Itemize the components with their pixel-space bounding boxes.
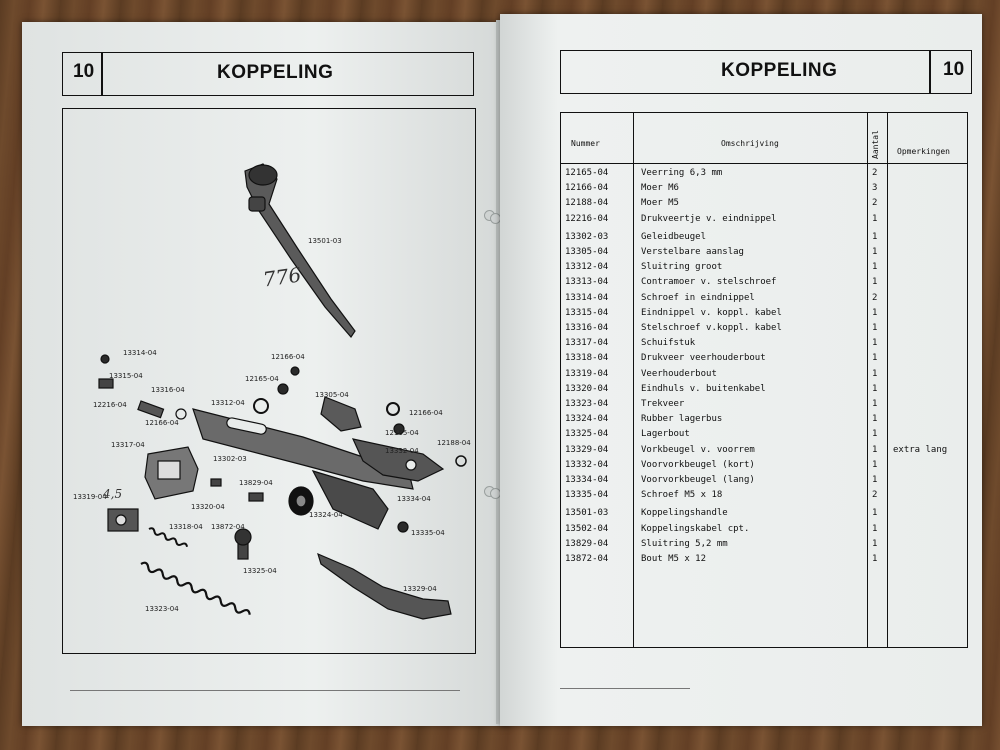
table-row [561,276,967,291]
diagram-label: 13314-04 [123,349,157,357]
part-number: 12216-04 [565,213,609,224]
diagram-label: 13320-04 [191,503,225,511]
part-quantity: 1 [872,338,878,349]
right-page-title: KOPPELING [721,60,838,81]
diagram-label: 13319-04 [73,493,107,501]
part-description: Koppelingskabel cpt. [641,523,750,534]
part-number: 13334-04 [565,475,609,485]
table-row [561,337,967,352]
diagram-label: 13325-04 [243,567,277,575]
table-row [561,246,967,261]
part-quantity: 1 [872,247,878,257]
part-description: Schroef M5 x 18 [641,490,723,501]
part-number: 13332-04 [565,459,609,470]
diagram-label: 13335-04 [411,529,445,537]
part-description: Geleidbeugel [641,231,707,242]
part-quantity: 3 [872,183,878,194]
diagram-label: 13315-04 [109,372,143,380]
table-row [561,444,967,459]
diagram-label: 13317-04 [111,441,145,449]
part-description: Moer M5 [641,198,679,209]
diagram-label: 13312-04 [211,399,245,407]
part-number: 13313-04 [565,277,609,288]
part-description: Voorvorkbeugel (lang) [641,475,755,485]
part-quantity: 2 [872,198,878,209]
part-quantity: 1 [872,383,878,394]
part-quantity: 1 [872,213,878,224]
table-row [561,489,967,504]
header-underline [561,163,967,164]
part-description: Sluitring 5,2 mm [641,538,728,549]
diagram-label: 12166-04 [271,353,305,361]
part-number: 13314-04 [565,292,609,303]
part-description: Stelschroef v.koppl. kabel [641,323,782,333]
part-number: 13319-04 [565,368,609,379]
diagram-label: 12188-04 [437,439,471,447]
table-row [561,368,967,383]
part-quantity: 2 [872,292,878,303]
part-number: 13325-04 [565,429,609,440]
part-quantity: 1 [872,523,878,534]
part-quantity: 1 [872,508,878,519]
part-number: 13329-04 [565,444,609,455]
table-row [561,383,967,398]
table-row [561,307,967,322]
part-number: 13323-04 [565,399,609,409]
right-page-number: 10 [943,59,965,80]
header-divider [929,51,931,93]
table-row [561,231,967,246]
diagram-label: 13501-03 [308,237,342,245]
diagram-label: 12216-04 [93,401,127,409]
part-quantity: 1 [872,459,878,470]
part-description: Rubber lagerbus [641,414,723,425]
part-quantity: 1 [872,399,878,409]
diagram-label: 13324-04 [309,511,343,519]
part-number: 13302-03 [565,231,609,242]
part-description: Drukveertje v. eindnippel [641,213,777,224]
diagram-label: 12166-04 [145,419,179,427]
part-description: Lagerbout [641,429,690,440]
diagram-label: 13334-04 [397,495,431,503]
diagram-label: 12165-04 [385,429,419,437]
part-number: 13502-04 [565,523,609,534]
table-row [561,553,967,568]
table-row [561,459,967,474]
part-quantity: 2 [872,490,878,501]
part-description: Eindhuls v. buitenkabel [641,383,766,394]
part-number: 12188-04 [565,198,609,209]
part-number: 13501-03 [565,508,609,519]
part-quantity: 1 [872,262,878,273]
table-row [561,474,967,489]
part-quantity: 1 [872,475,878,485]
part-description: Schroef in eindnippel [641,292,755,303]
table-row [561,398,967,413]
diagram-label: 13332-04 [385,447,419,455]
part-description: Bout M5 x 12 [641,554,707,564]
diagram-label: 13829-04 [239,479,273,487]
handwritten-note: 776 [261,262,303,292]
diagram-label: 12166-04 [409,409,443,417]
part-quantity: 1 [872,368,878,379]
part-quantity: 1 [872,277,878,288]
diagram-label: 13329-04 [403,585,437,593]
table-row [561,182,967,197]
table-row [561,213,967,228]
table-row [561,197,967,212]
part-quantity: 1 [872,323,878,333]
part-number: 13315-04 [565,307,609,318]
part-number: 13318-04 [565,353,609,364]
part-quantity: 1 [872,538,878,549]
part-number: 13316-04 [565,323,609,333]
part-quantity: 1 [872,414,878,425]
diagram-label: 13302-03 [213,455,247,463]
diagram-label: 13872-04 [211,523,245,531]
part-number: 13305-04 [565,247,609,257]
part-description: Schuifstuk [641,338,696,349]
part-number: 13872-04 [565,554,609,564]
part-quantity: 2 [872,168,878,178]
diagram-label: 13305-04 [315,391,349,399]
column-header-aantal: Aantal [871,130,880,159]
diagram-label: 13318-04 [169,523,203,531]
left-page-number: 10 [73,61,95,82]
table-row [561,413,967,428]
part-number: 13320-04 [565,383,609,394]
column-header-omschrijving: Omschrijving [721,139,779,148]
column-header-nummer: Nummer [571,139,600,148]
diagram-label: 13323-04 [145,605,179,613]
part-description: Veerring 6,3 mm [641,168,723,178]
part-description: Drukveer veerhouderbout [641,353,766,364]
right-page-header [560,50,972,94]
part-description: Sluitring groot [641,262,723,273]
part-number: 13335-04 [565,490,609,501]
part-description: Trekveer [641,399,685,409]
table-row [561,292,967,307]
part-description: Vorkbeugel v. voorrem [641,444,755,455]
part-quantity: 1 [872,554,878,564]
part-quantity: 1 [872,307,878,318]
part-description: Contramoer v. stelschroef [641,277,777,288]
handwritten-note: 4,5 [103,487,123,501]
part-number: 13312-04 [565,262,609,273]
table-row [561,523,967,538]
left-page-header [62,52,474,96]
page-bottom-rule [70,690,460,691]
table-row [561,322,967,337]
left-page-title: KOPPELING [217,62,334,83]
part-number: 13317-04 [565,338,609,349]
table-row [561,538,967,553]
diagram-label: 13316-04 [151,386,185,394]
table-row [561,352,967,367]
part-number: 12165-04 [565,168,609,178]
table-row [561,507,967,522]
table-row [561,261,967,276]
part-number: 12166-04 [565,183,609,194]
part-number: 13829-04 [565,538,609,549]
part-quantity: 1 [872,353,878,364]
part-description: Verstelbare aanslag [641,247,744,257]
part-remark: extra lang [893,444,948,455]
header-divider [101,53,103,95]
diagram-label: 12165-04 [245,375,279,383]
part-quantity: 1 [872,231,878,242]
parts-table [560,112,968,648]
table-row [561,428,967,443]
part-description: Moer M6 [641,183,679,194]
part-description: Koppelingshandle [641,508,728,519]
part-number: 13324-04 [565,414,609,425]
exploded-diagram-frame [62,108,476,654]
page-bottom-rule [560,688,690,689]
part-quantity: 1 [872,429,878,440]
part-description: Eindnippel v. koppl. kabel [641,307,782,318]
table-row [561,167,967,182]
column-header-opmerkingen: Opmerkingen [897,147,950,156]
part-description: Veerhouderbout [641,368,717,379]
part-quantity: 1 [872,444,878,455]
part-description: Voorvorkbeugel (kort) [641,459,755,470]
